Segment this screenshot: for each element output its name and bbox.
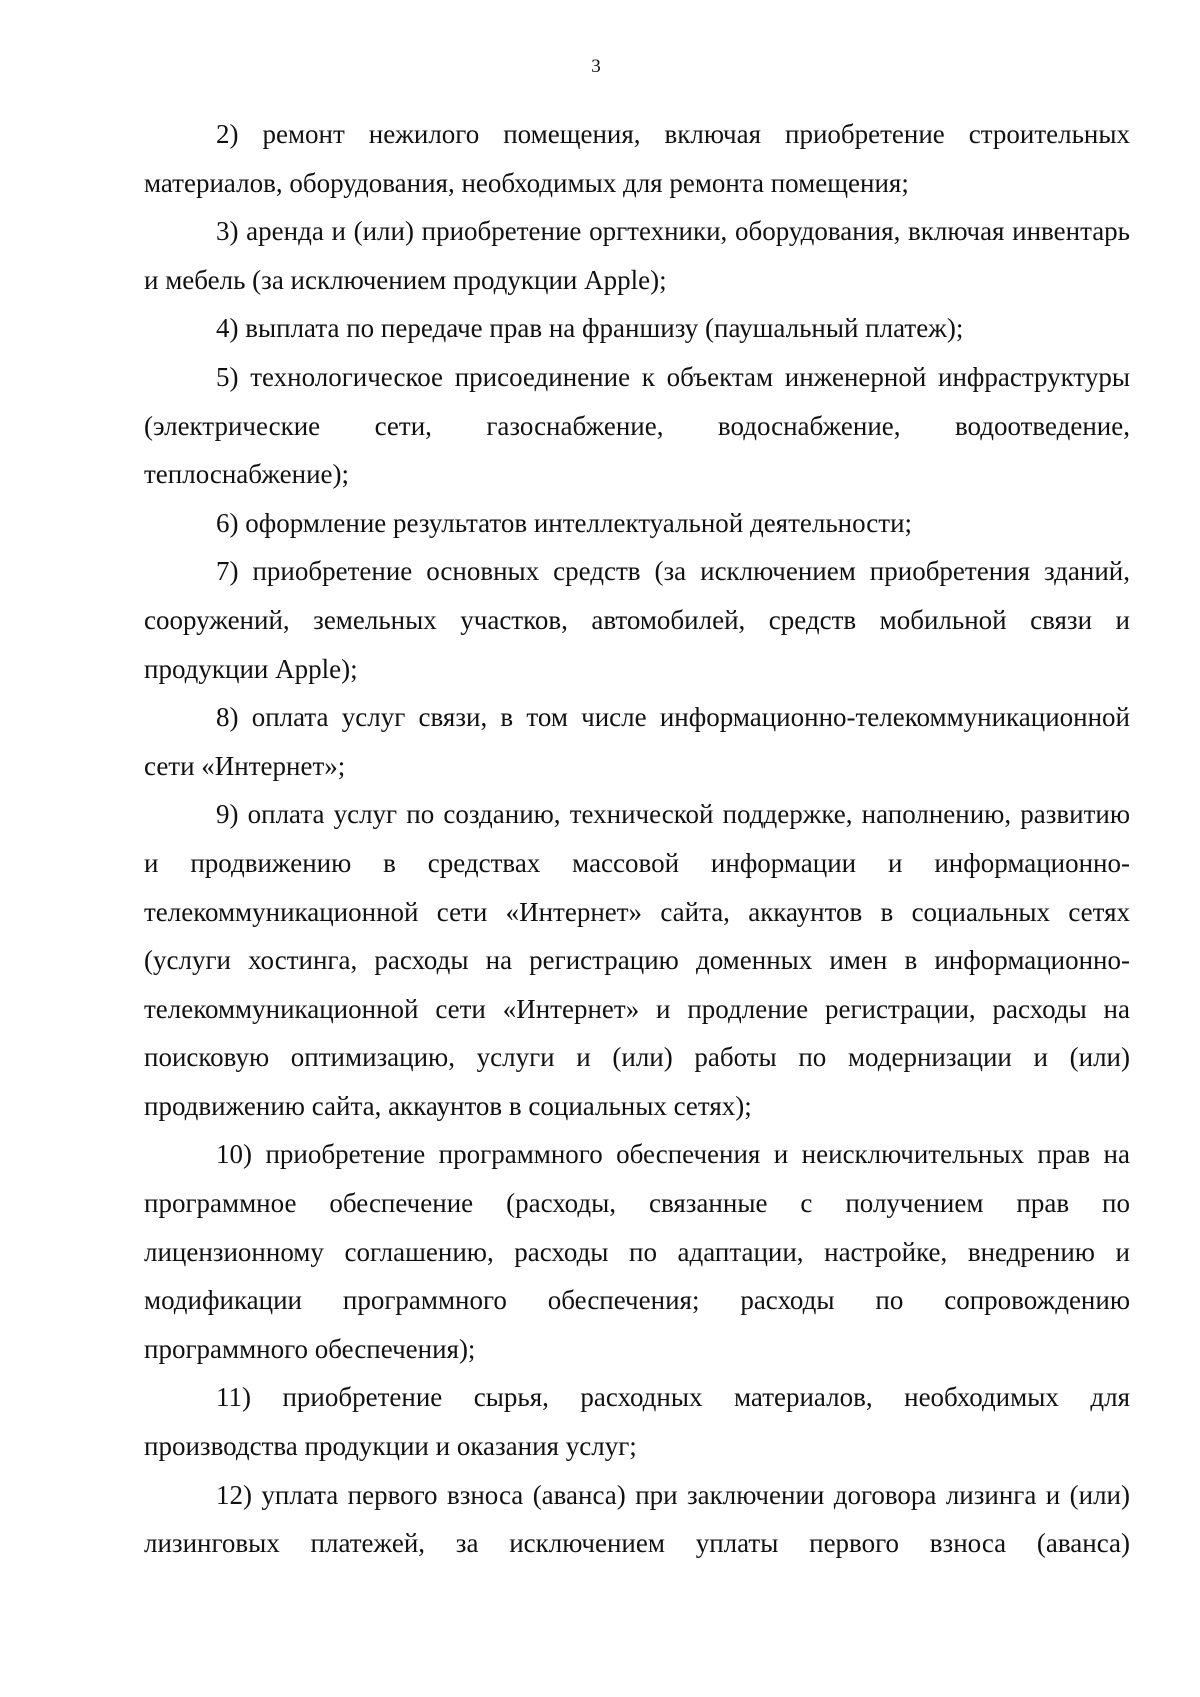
list-item-7: 7) приобретение основных средств (за исключением приобретения зданий, сооружений, земельных участков, автомобилей, средств мобильной связи и продукции Apple);	[144, 556, 1130, 684]
list-item-8: 8) оплата услуг связи, в том числе информационно-телекоммуникационной сети «Интернет»;	[144, 702, 1130, 781]
document-body	[144, 110, 1130, 1568]
list-item-4: 4) выплата по передаче прав на франшизу (паушальный платеж);	[216, 313, 964, 344]
list-item-9: 9) оплата услуг по созданию, технической поддержке, наполнению, развитию и продвижению в средствах массовой информации и информационно-телекоммуникационной сети «Интернет» сайта, аккаунтов в социальных сетях (услуги хостинга, расходы на регистрацию доменных имен в информационно-телекоммуникационной сети «Интернет» и продление регистрации, расходы на поисковую оптимизацию, услуги и (или) работы по модернизации и (или) продвижению сайта, аккаунтов в социальных сетях);	[144, 799, 1130, 1121]
list-item-11: 11) приобретение сырья, расходных материалов, необходимых для производства продукции и оказания услуг;	[144, 1382, 1130, 1462]
list-item-6: 6) оформление результатов интеллектуальной деятельности;	[216, 507, 913, 538]
list-item-3: 3) аренда и (или) приобретение оргтехники, оборудования, включая инвентарь и мебель (за исключением продукции Apple);	[144, 216, 1130, 295]
page-number: 3	[591, 56, 601, 77]
list-item-10: 10) приобретение программного обеспечения и неисключительных прав на программное обеспечение (расходы, связанные с получением прав по лицензионному соглашению, расходы по адаптации, настройке, внедрению и модификации программного обеспечения; расходы по сопровождению программного обеспечения);	[144, 1139, 1130, 1364]
list-item-12: 12) уплата первого взноса (аванса) при заключении договора лизинга и (или) лизинговых платежей, за исключением уплаты первого взноса (аванса)	[144, 1479, 1130, 1559]
list-item-2: 2) ремонт нежилого помещения, включая приобретение строительных материалов, оборудования, необходимых для ремонта помещения;	[144, 119, 1130, 198]
list-item-5: 5) технологическое присоединение к объектам инженерной инфраструктуры (электрические сети, газоснабжение, водоснабжение, водоотведение, теплоснабжение);	[144, 361, 1130, 490]
